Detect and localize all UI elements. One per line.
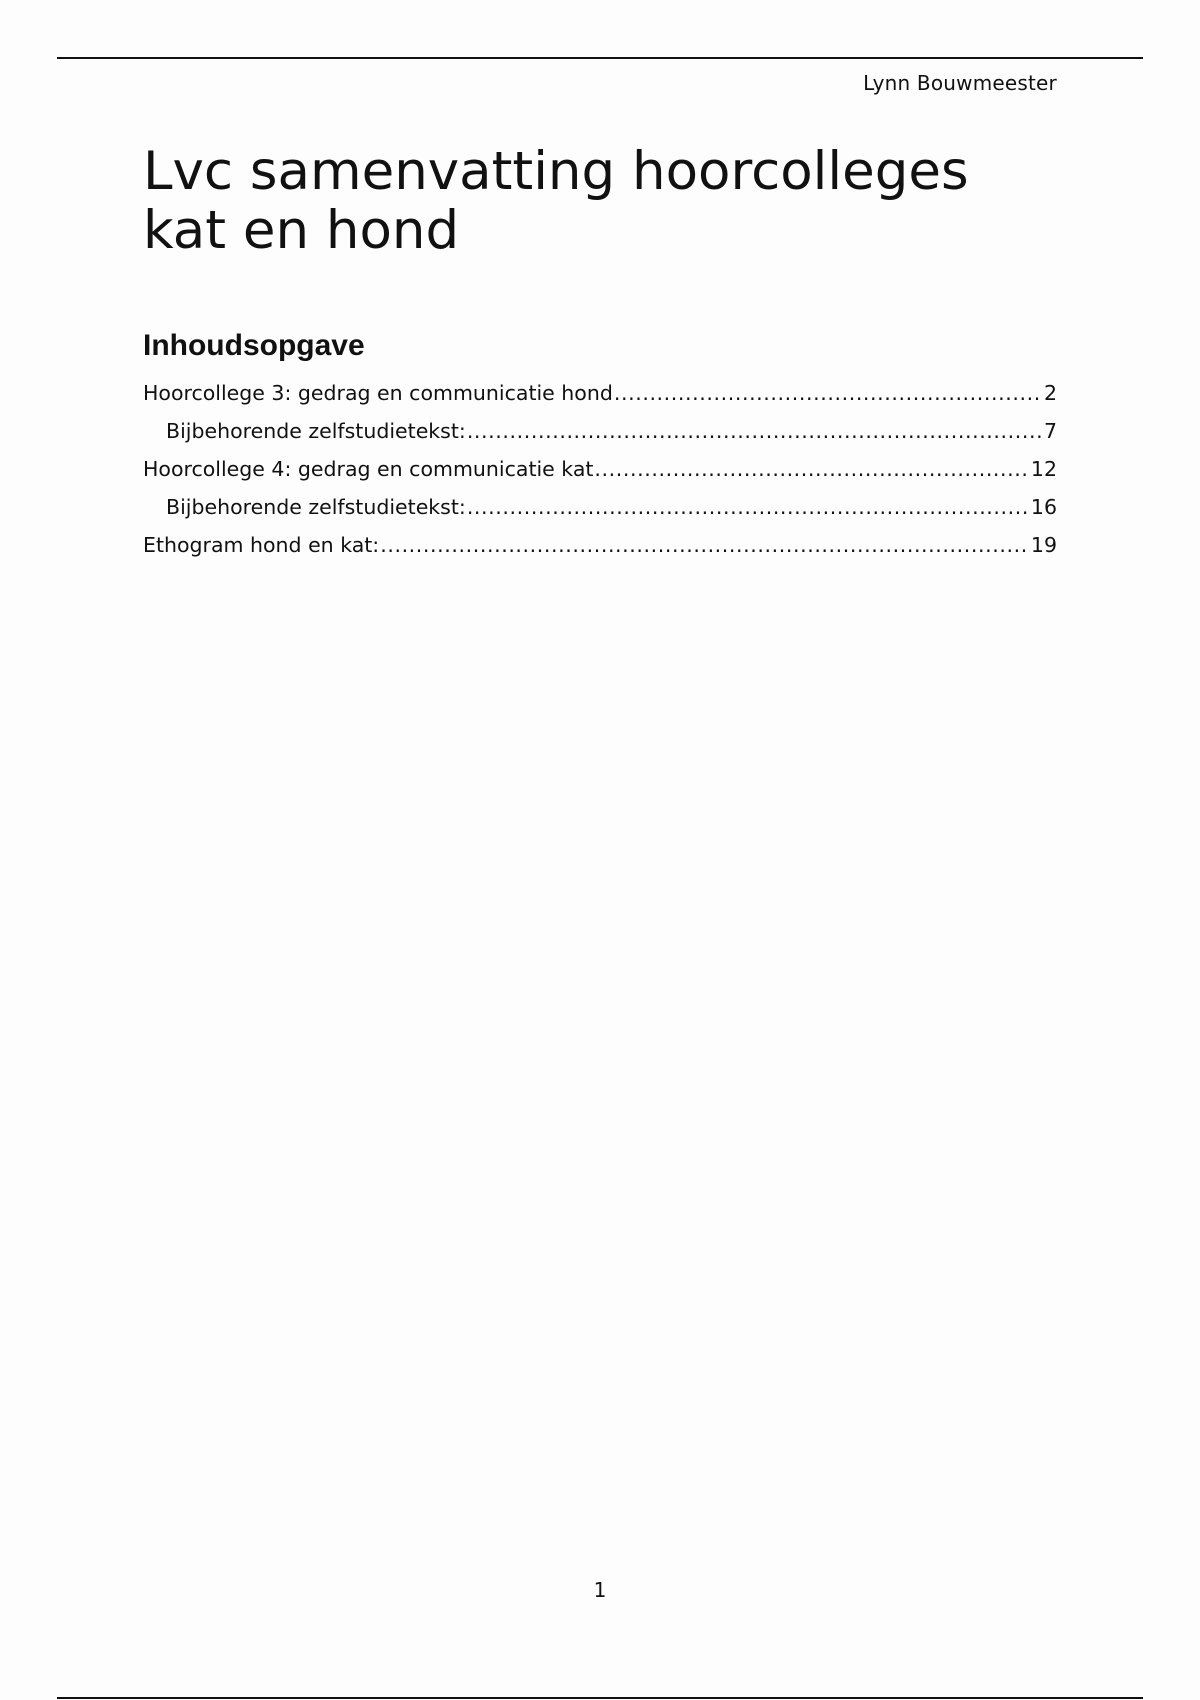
- document-title: Lvc samenvatting hoorcolleges kat en hond: [143, 141, 969, 261]
- toc-entry-label: Ethogram hond en kat:: [143, 533, 380, 557]
- toc-dot-leader: [380, 526, 1030, 564]
- toc-dot-leader: [467, 412, 1043, 450]
- toc-entry-label: Hoorcollege 4: gedrag en communicatie kat: [143, 457, 594, 481]
- toc-dot-leader: [467, 488, 1030, 526]
- table-of-contents: [143, 374, 1057, 564]
- page-number: 1: [593, 1578, 607, 1602]
- toc-entry-label: Bijbehorende zelfstudietekst:: [166, 419, 466, 443]
- toc-entry-page: 12: [1030, 457, 1057, 481]
- toc-entry-page: 19: [1030, 533, 1057, 557]
- header-rule: [57, 57, 1143, 59]
- toc-entry[interactable]: [143, 526, 1057, 564]
- header-author: Lynn Bouwmeester: [863, 71, 1057, 95]
- toc-heading: Inhoudsopgave: [143, 329, 365, 362]
- toc-entry[interactable]: [143, 412, 1057, 450]
- toc-entry-page: 16: [1030, 495, 1057, 519]
- toc-entry[interactable]: [143, 488, 1057, 526]
- toc-entry[interactable]: [143, 450, 1057, 488]
- toc-entry-page: 2: [1043, 381, 1057, 405]
- footer-rule: [57, 1697, 1143, 1699]
- toc-dot-leader: [614, 374, 1043, 412]
- toc-entry[interactable]: [143, 374, 1057, 412]
- toc-entry-label: Bijbehorende zelfstudietekst:: [166, 495, 466, 519]
- toc-entry-label: Hoorcollege 3: gedrag en communicatie hond: [143, 381, 613, 405]
- toc-dot-leader: [594, 450, 1029, 488]
- toc-entry-page: 7: [1043, 419, 1057, 443]
